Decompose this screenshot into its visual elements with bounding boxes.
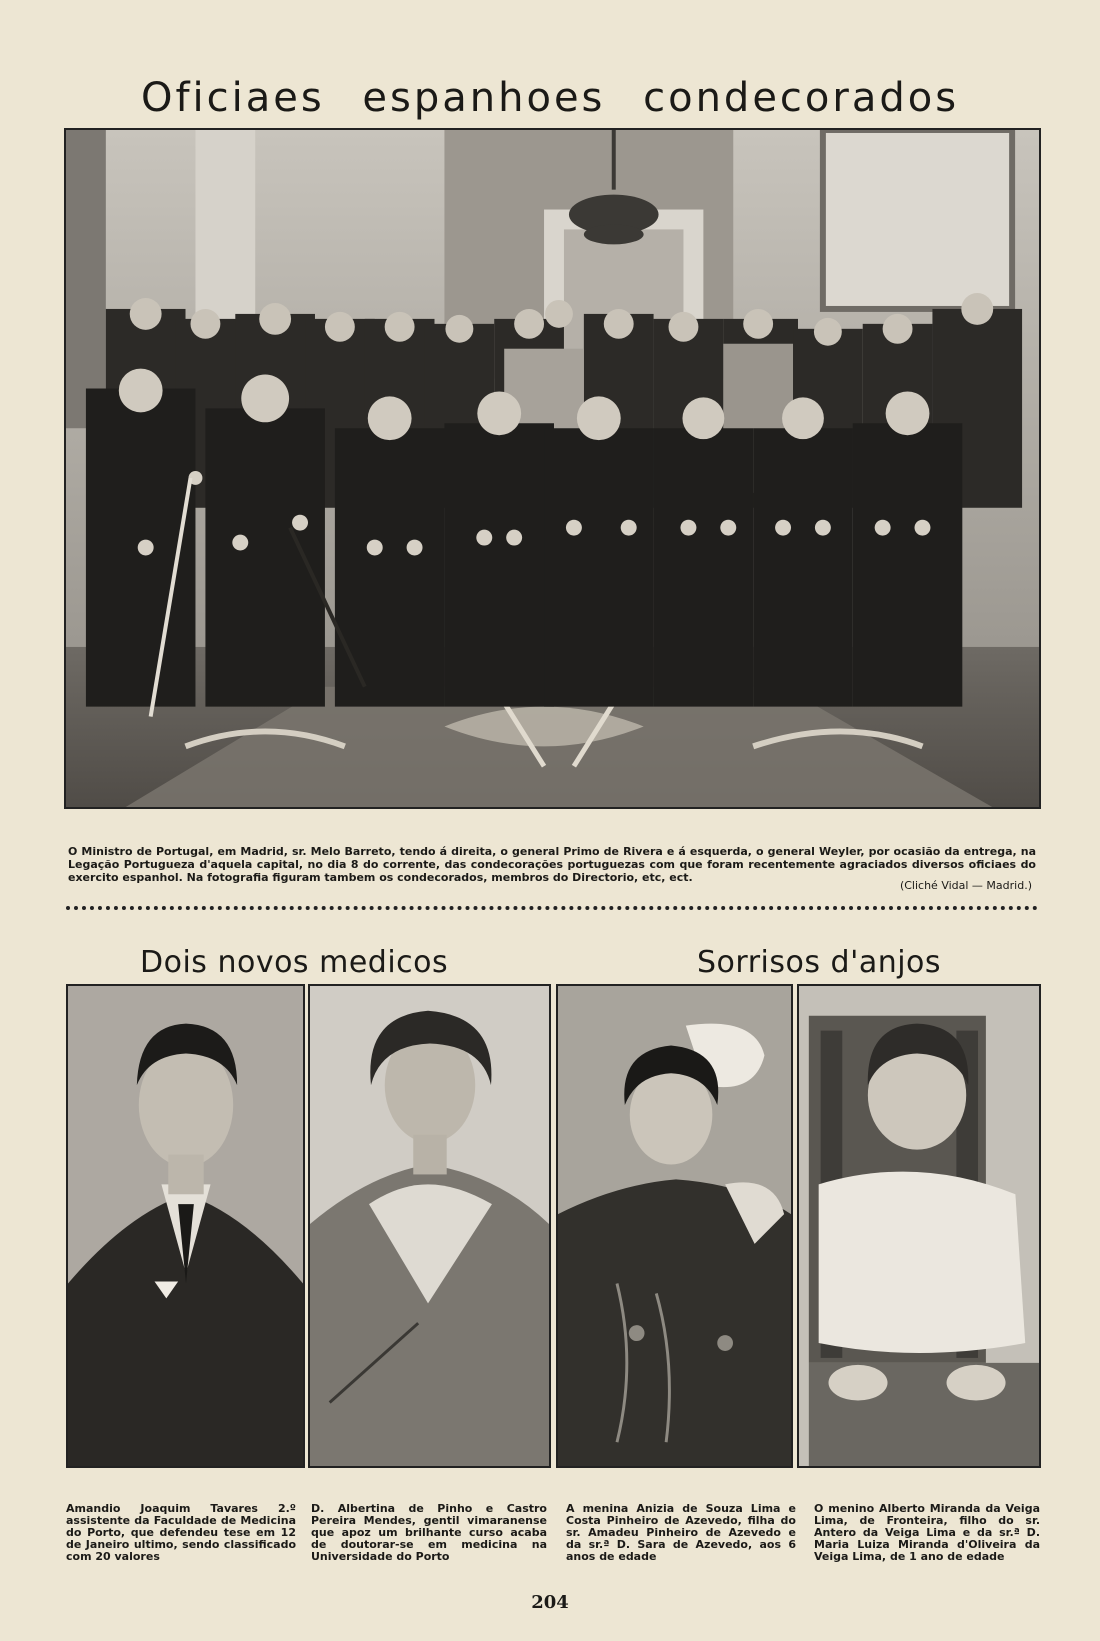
portrait-amandio-tavares [66,984,305,1468]
portrait-woman-image [310,986,549,1466]
main-photo-caption: O Ministro de Portugal, em Madrid, sr. Melo Barreto, tendo á direita, o general Primo de Rivera e á esquerda, o general Weyler, por ocasião da entrega, na Legação Portugueza d'aquela capital, no dia 8 do corrente, das condecorações portuguezas com que foram recentemente agraciados diversos oficiaes do exercito espanhol. Na fotografia figuram tambem os condecorados, membros do Directorio, etc, ect. [68,845,1036,884]
portrait-man-image [68,986,303,1466]
portrait-baby-image [799,986,1039,1466]
portrait-girl-image [558,986,791,1466]
caption-albertina-mendes: D. Albertina de Pinho e Castro Pereira Mendes, gentil vimaranense que apoz um brilhante curso acaba de doutorar-se em medicina na Universidade do Porto [311,1502,547,1563]
caption-alberto-lima: O menino Alberto Miranda da Veiga Lima, de Fronteira, filho do sr. Antero da Veiga Lima e da sr.ª D. Maria Luiza Miranda d'Oliveira da Veiga Lima, de 1 ano de edade [814,1502,1040,1563]
section-divider [66,906,1038,910]
section-title-medicos: Dois novos medicos [140,944,449,980]
section-title-anjos: Sorrisos d'anjos [697,944,942,980]
group-photograph [64,128,1041,809]
photo-credit: (Cliché Vidal — Madrid.) [899,879,1032,892]
caption-anizia-azevedo: A menina Anizia de Souza Lima e Costa Pinheiro de Azevedo, filha do sr. Amadeu Pinheiro de Azevedo e da sr.ª D. Sara de Azevedo, aos 6 anos de edade [566,1502,796,1563]
portrait-alberto-lima [797,984,1041,1468]
portrait-albertina-mendes [308,984,551,1468]
caption-amandio-tavares: Amandio Joaquim Tavares 2.º assistente da Faculdade de Medicina do Porto, que defendeu tese em 12 de Janeiro ultimo, sendo classificado com 20 valores [66,1502,296,1563]
group-photo-image [66,130,1039,807]
portrait-anizia-azevedo [556,984,793,1468]
page-title: Oficiaes espanhoes condecorados [140,74,960,121]
page-number: 204 [531,1592,569,1613]
